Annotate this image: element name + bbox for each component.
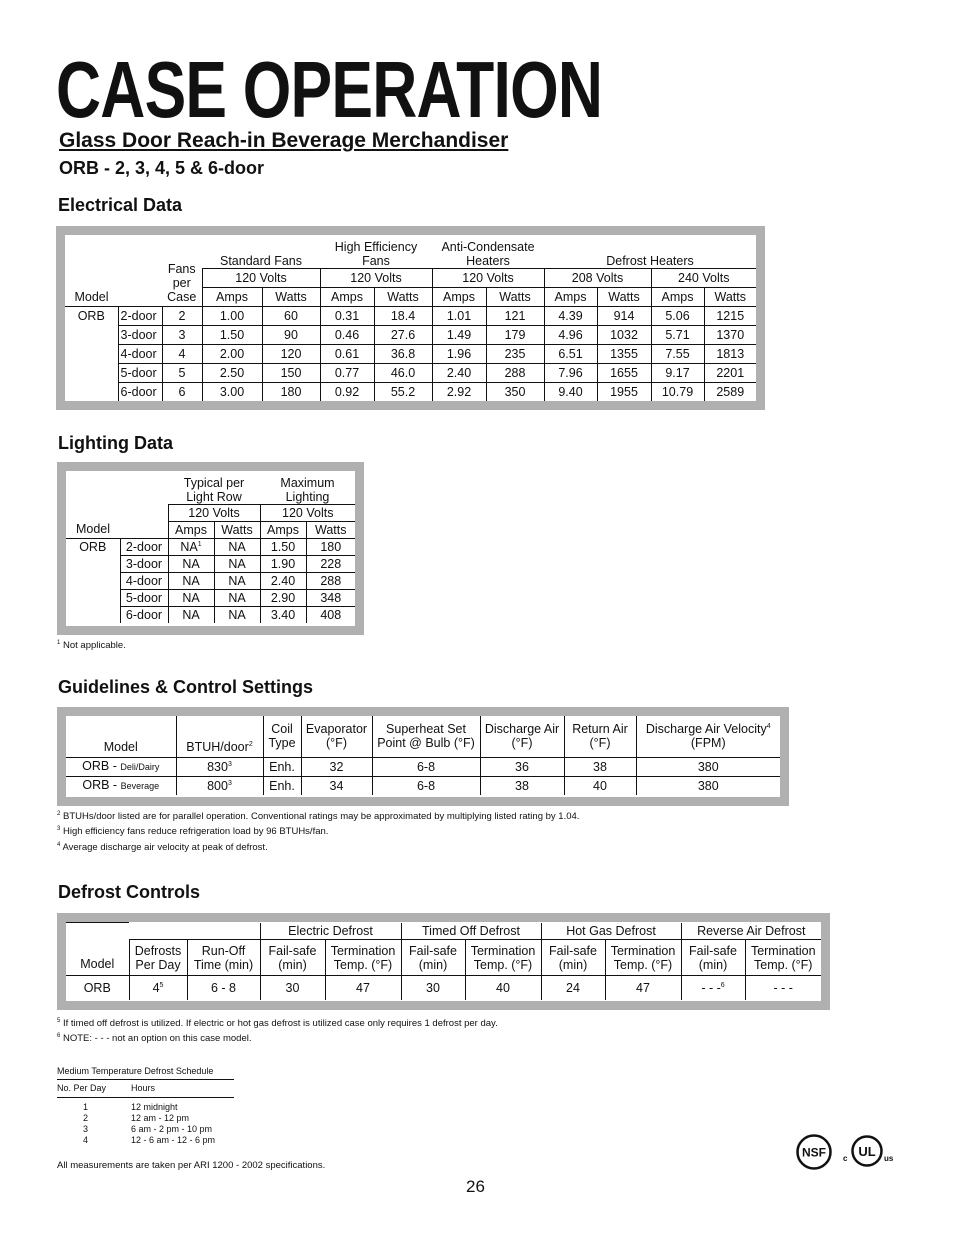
cell: 2.40 [432,363,486,382]
guidelines-footnote [57,842,268,853]
header-velocity-label: Discharge Air Velocity [645,722,767,737]
header-termination: Termination Temp. (°F) [745,940,821,976]
footnote-number: 6 [57,1032,61,1039]
cell: 1.49 [432,325,486,344]
cell: 150 [262,363,320,382]
guidelines-heading: Guidelines & Control Settings [58,677,314,697]
cell-value: 800 [207,778,228,793]
defrost-table-area [66,922,821,1001]
cell: NA [214,606,260,623]
model-name: ORB - [82,778,121,793]
header-blank [120,471,168,538]
cell: 24 [541,976,605,1000]
footnote-text: High efficiency fans reduce refrigeration load by 96 BTUHs/fan. [62,826,329,837]
header-typical: Typical per Light Row [183,475,245,504]
table-row [66,538,355,555]
cell: 6 - 8 [187,976,260,1000]
footnote-ref: 5 [159,981,164,989]
cell [129,976,187,1000]
header-amps: Amps [651,287,704,306]
cell: 1032 [597,325,651,344]
cell: 2.50 [202,363,262,382]
ul-logo-icon [841,1134,897,1170]
header-superheat: Superheat Set Point @ Bulb (°F) [372,716,480,757]
header-velocity-unit: (FPM) [690,736,726,751]
cell-value: 4 [152,980,160,995]
cell: 36 [480,757,564,776]
header-watts: Watts [704,287,756,306]
cell: 1.50 [202,325,262,344]
footnote-text: BTUHs/door listed are for parallel operation. Conventional ratings may be approximated by multiplying listed rating by 1.04. [62,811,580,822]
cell: 27.6 [374,325,432,344]
cell: NA [168,589,214,606]
cell: 47 [605,976,681,1000]
cell: 30 [260,976,325,1000]
schedule-header-row [57,1083,234,1098]
cell: 38 [480,776,564,795]
footnote-ref: 4 [766,723,771,731]
header-model: Model [74,289,109,304]
lighting-table [66,471,355,623]
cell [681,976,745,1000]
lighting-heading: Lighting Data [58,433,173,453]
header-blank [118,235,162,306]
electrical-header-row-1 [65,235,756,268]
cell: 30 [401,976,465,1000]
door-cell: 5-door [120,589,168,606]
cell: 0.46 [320,325,374,344]
header-coil-type: Coil Type [263,716,301,757]
cell [168,538,214,555]
cell: NA [168,555,214,572]
header-ac-120v: 120 Volts [432,268,544,287]
header-anti-condensate: Anti-Condensate Heaters [441,239,535,268]
cell: 179 [486,325,544,344]
electrical-panel [56,226,765,410]
guidelines-table [66,716,780,795]
model-cell [66,776,176,795]
cell: 348 [306,589,355,606]
cell: 1355 [597,344,651,363]
table-row [57,1098,234,1114]
header-model: Model [66,716,176,757]
models-line: ORB - 2, 3, 4, 5 & 6-door [59,158,265,178]
schedule-col-hours: Hours [131,1083,234,1098]
cell: 4 [162,344,202,363]
cell-value: NA [180,539,198,554]
header-std-120v: 120 Volts [202,268,320,287]
defrost-header-row-1 [66,923,821,940]
header-fail-safe: Fail-safe (min) [401,940,465,976]
cell: 2589 [704,382,756,401]
header-termination: Termination Temp. (°F) [325,940,401,976]
cell: 0.31 [320,306,374,325]
schedule-no: 2 [83,1113,89,1123]
schedule-hours: 12 am - 12 pm [131,1113,190,1123]
schedule-no: 4 [83,1135,89,1145]
header-model: Model [75,521,111,536]
table-row [57,1135,234,1146]
cell: 0.77 [320,363,374,382]
schedule-hours: 12 midnight [131,1102,178,1112]
model-cell: ORB [83,980,111,995]
guidelines-panel [57,707,789,806]
header-velocity [636,716,780,757]
header-run-off: Run-Off Time (min) [187,940,260,976]
cell: 2 [162,306,202,325]
ul-us-text: us [884,1154,894,1163]
cell: 121 [486,306,544,325]
defrost-heading: Defrost Controls [58,882,201,902]
lighting-footnote [57,640,126,651]
model-cell: ORB [66,538,120,623]
cell: 60 [262,306,320,325]
cell: NA [214,589,260,606]
cell: 7.96 [544,363,597,382]
header-amps: Amps [202,287,262,306]
cell: 288 [306,572,355,589]
ul-logo-text: UL [858,1144,876,1159]
defrost-table [66,922,821,1000]
cell: NA [168,606,214,623]
footnote-ref: 2 [248,740,253,748]
defrost-header-row-2 [66,940,821,976]
footnote-number: 4 [57,841,61,848]
cell: NA [168,572,214,589]
footnote-number: 3 [57,825,61,832]
page-subtitle: Glass Door Reach-in Beverage Merchandiser [59,129,509,152]
table-row [57,1113,234,1124]
cell: 180 [262,382,320,401]
cell: 9.40 [544,382,597,401]
footnote-ref: 3 [227,760,232,768]
header-btuh [176,716,263,757]
cell: 3.40 [260,606,306,623]
header-watts: Watts [306,521,355,538]
header-he-120v: 120 Volts [320,268,432,287]
cell: 1.90 [260,555,306,572]
lighting-table-area [66,471,355,626]
cell: 55.2 [374,382,432,401]
cell: 235 [486,344,544,363]
page-number: 26 [466,1177,485,1196]
cell: 1955 [597,382,651,401]
cell: 0.61 [320,344,374,363]
guidelines-footnote [57,826,328,837]
header-termination: Termination Temp. (°F) [465,940,541,976]
header-amps: Amps [544,287,597,306]
cell: 6 [162,382,202,401]
electrical-table [65,235,756,401]
cell-value: 830 [207,759,228,774]
door-cell: 4-door [118,344,162,363]
header-fail-safe: Fail-safe (min) [681,940,745,976]
cell [176,757,263,776]
door-cell: 6-door [120,606,168,623]
ul-c-text: c [843,1154,848,1163]
cell: 32 [301,757,372,776]
header-amps: Amps [320,287,374,306]
footnote-number: 5 [57,1017,61,1024]
table-row [66,976,821,1000]
cell: 1.00 [202,306,262,325]
cell: 380 [636,776,780,795]
header-amps: Amps [168,521,214,538]
footnote-text: NOTE: - - - not an option on this case model. [62,1033,252,1044]
cell: - - - [745,976,821,1000]
cell: 4.96 [544,325,597,344]
door-cell: 5-door [118,363,162,382]
header-typ-120v: 120 Volts [168,504,260,521]
header-fail-safe: Fail-safe (min) [541,940,605,976]
cell: NA [214,555,260,572]
table-row [65,344,756,363]
cell: 228 [306,555,355,572]
nsf-logo-text: NSF [802,1145,826,1160]
header-evaporator: Evaporator (°F) [301,716,372,757]
cell: 914 [597,306,651,325]
defrost-footnote [57,1033,252,1044]
electrical-heading: Electrical Data [58,195,183,215]
header-discharge-air: Discharge Air (°F) [480,716,564,757]
header-timed-off: Timed Off Defrost [401,923,541,940]
door-cell: 3-door [118,325,162,344]
cell [176,776,263,795]
model-type: Deli/Dairy [120,762,160,772]
defrost-panel [57,913,830,1010]
header-btuh-label: BTUH/door [186,739,249,754]
table-row [65,363,756,382]
cell: 2.00 [202,344,262,363]
table-row [65,306,756,325]
header-return-air: Return Air (°F) [564,716,636,757]
door-cell: 3-door [120,555,168,572]
header-watts: Watts [374,287,432,306]
cell: 6-8 [372,776,480,795]
cell: 38 [564,757,636,776]
footnote-number: 1 [57,639,61,646]
header-208v: 208 Volts [544,268,651,287]
cell: 90 [262,325,320,344]
header-240v: 240 Volts [651,268,756,287]
header-amps: Amps [260,521,306,538]
header-watts: Watts [486,287,544,306]
cell: 1655 [597,363,651,382]
cell: 5.71 [651,325,704,344]
footnote-text: If timed off defrost is utilized. If electric or hot gas defrost is utilized case only requires 1 defrost per day. [62,1018,498,1029]
measurement-note: All measurements are taken per ARI 1200 - 2002 specifications. [57,1160,326,1171]
footnote-text: Not applicable. [62,640,126,651]
schedule-no: 1 [83,1102,89,1112]
cell: 6.51 [544,344,597,363]
cell: 1215 [704,306,756,325]
cell: Enh. [263,776,301,795]
header-blank [129,923,260,940]
cell: 9.17 [651,363,704,382]
schedule-title: Medium Temperature Defrost Schedule [57,1066,234,1080]
header-hot-gas: Hot Gas Defrost [541,923,681,940]
model-cell: ORB [65,306,118,401]
header-model: Model [66,923,129,976]
cell: 3 [162,325,202,344]
header-defrost-heaters: Defrost Heaters [606,253,694,268]
cell: 4.39 [544,306,597,325]
table-row [57,1124,234,1135]
header-fans-per-case: Fans per Case [167,261,197,304]
header-watts: Watts [262,287,320,306]
cell: 40 [564,776,636,795]
cell: 47 [325,976,401,1000]
cell: 408 [306,606,355,623]
cell: 18.4 [374,306,432,325]
header-reverse-air: Reverse Air Defrost [681,923,821,940]
header-watts: Watts [597,287,651,306]
footnote-ref: 6 [720,981,725,989]
cell: 2.40 [260,572,306,589]
header-amps: Amps [432,287,486,306]
table-row [65,325,756,344]
footnote-ref: 3 [227,779,232,787]
footnote-text: Average discharge air velocity at peak of defrost. [62,842,268,853]
cell: 46.0 [374,363,432,382]
cell: 5 [162,363,202,382]
guidelines-table-area [66,716,780,797]
cell: 5.06 [651,306,704,325]
table-row [66,757,780,776]
schedule-no: 3 [83,1124,89,1134]
cell: 36.8 [374,344,432,363]
header-maximum: Maximum Lighting [280,475,335,504]
footnote-ref: 1 [197,540,202,548]
cell: 180 [306,538,355,555]
cell: 1813 [704,344,756,363]
header-watts: Watts [214,521,260,538]
cell-value: - - - [701,980,721,995]
cell: Enh. [263,757,301,776]
defrost-footnote [57,1018,498,1029]
header-max-120v: 120 Volts [260,504,355,521]
cell: 288 [486,363,544,382]
model-type: Beverage [120,781,160,792]
lighting-header-row-1 [66,471,355,504]
cell: 1.50 [260,538,306,555]
schedule-col-no: No. Per Day [57,1083,131,1098]
defrost-schedule [57,1066,234,1146]
cell: 7.55 [651,344,704,363]
model-cell [66,757,176,776]
cell: 2.90 [260,589,306,606]
door-cell: 2-door [118,306,162,325]
cell: 1370 [704,325,756,344]
cell: 10.79 [651,382,704,401]
cell: 1.01 [432,306,486,325]
lighting-panel [57,462,364,635]
door-cell: 4-door [120,572,168,589]
cell: 40 [465,976,541,1000]
door-cell: 2-door [120,538,168,555]
header-high-efficiency-fans: High Efficiency Fans [334,239,418,268]
cell: 2.92 [432,382,486,401]
header-defrosts-per-day: Defrosts Per Day [129,940,187,976]
cell: NA [214,538,260,555]
cell: 3.00 [202,382,262,401]
schedule-hours: 6 am - 2 pm - 10 pm [131,1124,213,1134]
cell: 350 [486,382,544,401]
table-row [65,382,756,401]
cell: 2201 [704,363,756,382]
header-termination: Termination Temp. (°F) [605,940,681,976]
header-fail-safe: Fail-safe (min) [260,940,325,976]
header-electric: Electric Defrost [260,923,401,940]
guidelines-footnote [57,811,579,822]
guidelines-header-row [66,716,780,757]
table-row [66,776,780,795]
cell: NA [214,572,260,589]
footnote-number: 2 [57,810,61,817]
cell: 120 [262,344,320,363]
page-title: CASE OPERATION [56,45,603,134]
cell: 0.92 [320,382,374,401]
model-name: ORB - [82,759,121,773]
cell: 380 [636,757,780,776]
electrical-table-area [65,235,756,401]
cell: 6-8 [372,757,480,776]
schedule-hours: 12 - 6 am - 12 - 6 pm [131,1135,216,1145]
nsf-logo-icon [796,1134,832,1170]
door-cell: 6-door [118,382,162,401]
cell: 34 [301,776,372,795]
schedule-table [57,1083,234,1146]
header-standard-fans: Standard Fans [220,253,302,268]
cell: 1.96 [432,344,486,363]
